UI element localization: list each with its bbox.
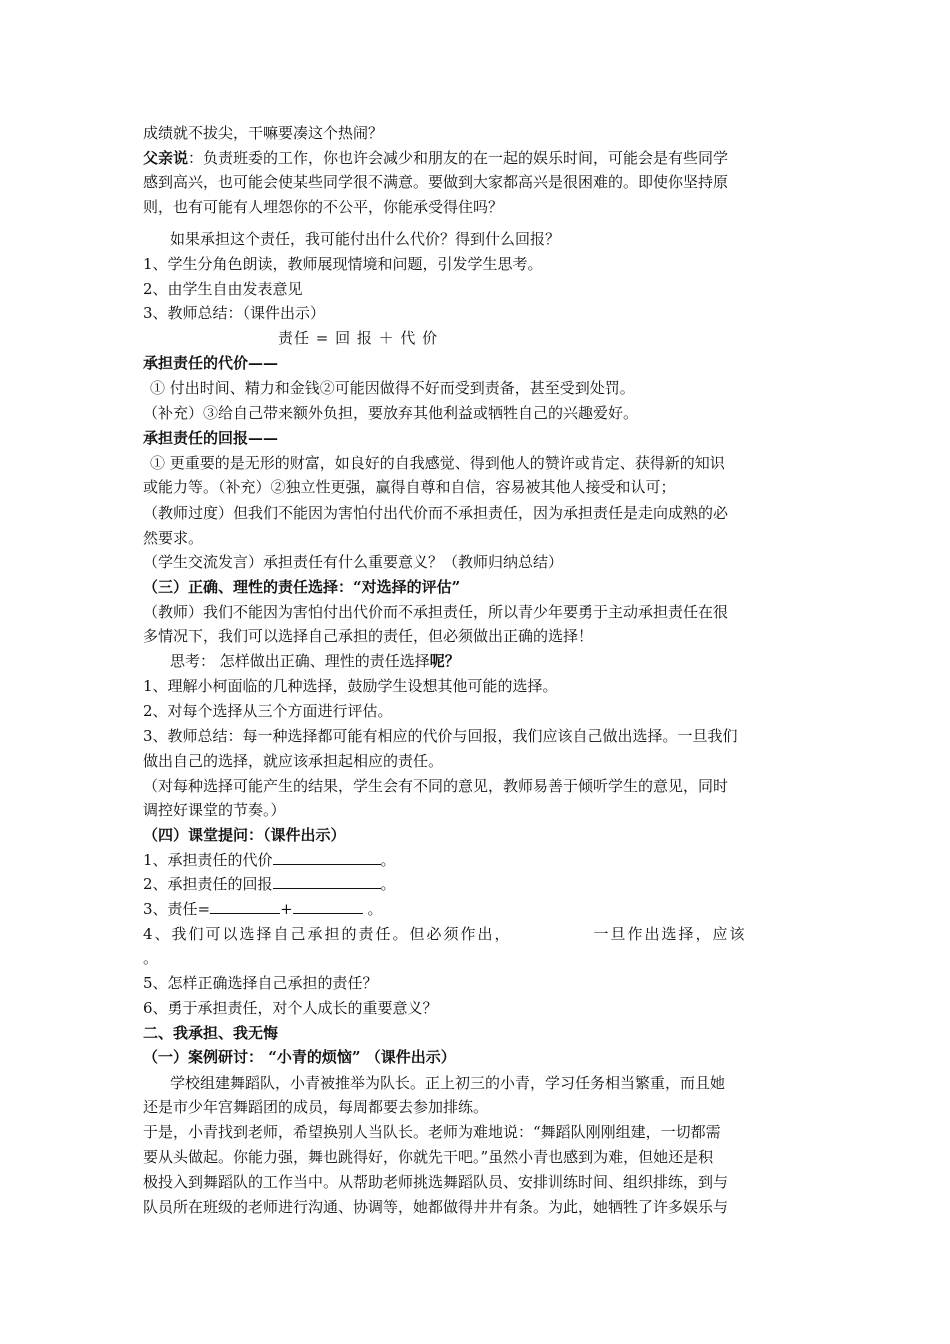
text-line: 极投入到舞蹈队的工作当中。从帮助老师挑选舞蹈队员、安排训练时间、组织排练，到与 bbox=[143, 1173, 729, 1191]
text-line bbox=[143, 146, 813, 170]
section-heading: 二、我承担、我无悔 bbox=[143, 1024, 279, 1042]
text-line: 或能力等。（补充）②独立性更强，赢得自尊和自信，容易被其他人接受和认可； bbox=[143, 478, 676, 496]
text-span: 一旦作出选择，应该 bbox=[593, 925, 747, 943]
answer-blank bbox=[273, 872, 381, 889]
section-heading: 承担责任的代价—— bbox=[143, 354, 279, 372]
text-span: ：负责班委的工作，你也许会减少和朋友的在一起的娱乐时间，可能会是有些同学 bbox=[188, 149, 729, 167]
question-item: 5、怎样正确选择自己承担的责任？ bbox=[143, 974, 378, 992]
text-line: 则，也有可能有人埋怨你的不公平，你能承受得住吗？ bbox=[143, 198, 504, 216]
question-item bbox=[143, 897, 813, 921]
text-line bbox=[170, 649, 840, 673]
text-line: （教师过度）但我们不能因为害怕付出代价而不承担责任，因为承担责任是走向成熟的必 bbox=[143, 504, 729, 522]
text-span: 。 bbox=[380, 875, 396, 893]
text-line: ① 付出时间、精力和金钱②可能因做得不好而受到责备，甚至受到处罚。 bbox=[150, 379, 635, 397]
text-line: 。 bbox=[143, 949, 159, 967]
section-heading: （四）课堂提问：（课件出示） bbox=[143, 826, 346, 844]
text-span: 。 bbox=[380, 851, 396, 869]
text-span: 呢？ bbox=[429, 652, 460, 670]
text-line: 还是市少年宫舞蹈团的成员，每周都要去参加排练。 bbox=[143, 1098, 489, 1116]
text-span: 2、承担责任的回报 bbox=[143, 875, 273, 893]
list-item: 1、学生分角色朗读，教师展现情境和问题，引发学生思考。 bbox=[143, 255, 543, 273]
question-item bbox=[143, 872, 813, 896]
question-item: 6、勇于承担责任，对个人成长的重要意义？ bbox=[143, 999, 438, 1017]
question-item bbox=[143, 922, 813, 946]
list-item: 3、教师总结：每一种选择都可能有相应的代价与回报，我们应该自己做出选择。一旦我们 bbox=[143, 727, 738, 745]
text-span: 3、责任= bbox=[143, 900, 211, 918]
answer-blank bbox=[273, 848, 381, 865]
text-line: （补充）③给自己带来额外负担，要放弃其他利益或牺牲自己的兴趣爱好。 bbox=[143, 404, 639, 422]
list-item: 2、由学生自由发表意见 bbox=[143, 280, 303, 298]
speaker-label: 父亲说 bbox=[143, 149, 189, 167]
answer-blank bbox=[210, 897, 280, 914]
text-line: 如果承担这个责任，我可能付出什么代价？得到什么回报？ bbox=[170, 230, 561, 248]
question-item bbox=[143, 848, 813, 872]
text-line: （教师）我们不能因为害怕付出代价而不承担责任，所以青少年要勇于主动承担责任在很 bbox=[143, 603, 729, 621]
text-span: 4、我们可以选择自己承担的责任。但必须作出， bbox=[143, 925, 512, 943]
text-span: 。 bbox=[362, 900, 383, 918]
text-line: ① 更重要的是无形的财富，如良好的自我感觉、得到他人的赞许或肯定、获得新的知识 bbox=[150, 454, 725, 472]
text-line: 学校组建舞蹈队，小青被推举为队长。正上初三的小青，学习任务相当繁重，而且她 bbox=[170, 1074, 726, 1092]
list-item: 1、理解小柯面临的几种选择，鼓励学生设想其他可能的选择。 bbox=[143, 677, 558, 695]
text-line: 于是，小青找到老师，希望换别人当队长。老师为难地说：“舞蹈队刚刚组建，一切都需 bbox=[143, 1123, 721, 1141]
section-heading: （一）案例研讨： “小青的烦恼” （课件出示） bbox=[143, 1048, 456, 1066]
section-heading: 承担责任的回报—— bbox=[143, 429, 279, 447]
section-heading: （三）正确、理性的责任选择：“对选择的评估” bbox=[143, 578, 461, 596]
text-line: 队员所在班级的老师进行沟通、协调等，她都做得井井有条。为此，她牺牲了许多娱乐与 bbox=[143, 1198, 729, 1216]
text-line: （对每种选择可能产生的结果，学生会有不同的意见，教师易善于倾听学生的意见，同时 bbox=[143, 777, 729, 795]
answer-blank bbox=[293, 897, 363, 914]
list-item: 2、对每个选择从三个方面进行评估。 bbox=[143, 702, 393, 720]
formula-line: 责任 = 回 报 ＋ 代 价 bbox=[278, 329, 439, 347]
text-line: 成绩就不拔尖，干嘛要凑这个热闹？ bbox=[143, 124, 384, 142]
text-span: 1、承担责任的代价 bbox=[143, 851, 273, 869]
text-line: 要从头做起。你能力强，舞也跳得好，你就先干吧。”虽然小青也感到为难，但她还是积 bbox=[143, 1148, 714, 1166]
text-line: 感到高兴，也可能会使某些同学很不满意。要做到大家都高兴是很困难的。即使你坚持原 bbox=[143, 173, 729, 191]
text-span: + bbox=[280, 900, 293, 918]
text-line: 然要求。 bbox=[143, 529, 204, 547]
text-span: 思考： 怎样做出正确、理性的责任选择 bbox=[170, 652, 430, 670]
text-line: 多情况下，我们可以选择自己承担的责任，但必须做出正确的选择！ bbox=[143, 627, 594, 645]
text-line: 做出自己的选择，就应该承担起相应的责任。 bbox=[143, 752, 444, 770]
text-line: （学生交流发言）承担责任有什么重要意义？（教师归纳总结） bbox=[143, 553, 564, 571]
text-line: 调控好课堂的节奏。） bbox=[143, 801, 286, 819]
list-item: 3、教师总结：（课件出示） bbox=[143, 304, 326, 322]
